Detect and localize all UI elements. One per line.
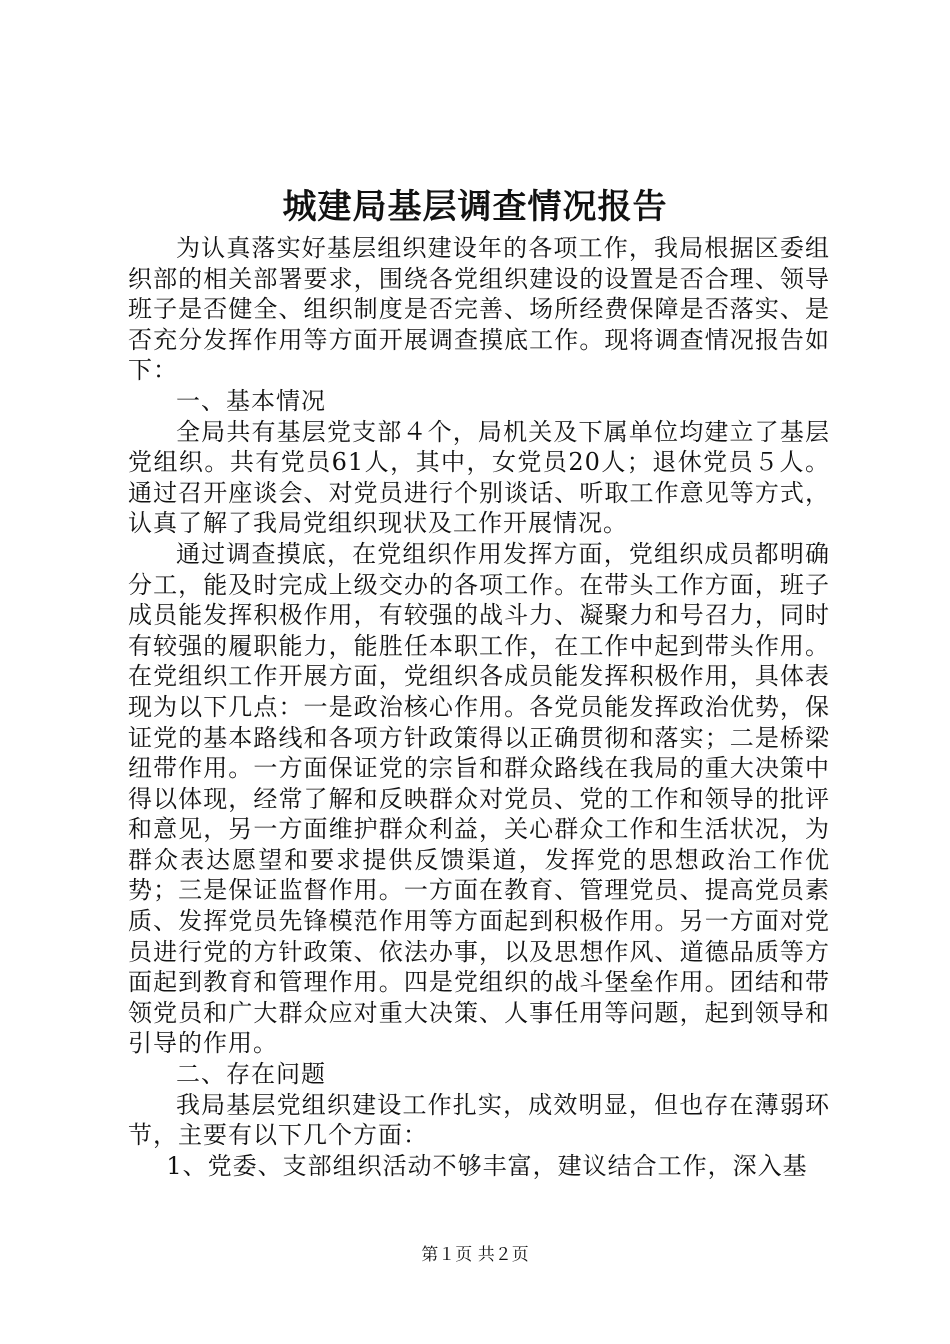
problem-item-1: 1、党委、支部组织活动不够丰富，建议结合工作，深入基 (166, 1151, 808, 1180)
page-footer: 第１页 共２页 (421, 1245, 529, 1265)
section-heading-problems: 二、存在问题 (176, 1060, 326, 1089)
problems-intro-paragraph: 我局基层党组织建设工作扎实，成效明显，但也存在薄弱环节，主要有以下几个方面： (128, 1090, 830, 1150)
document-body (128, 233, 830, 1181)
basic-situation-paragraph: 全局共有基层党支部４个，局机关及下属单位均建立了基层党组织。共有党员61人，其中，女党员20人；退休党员５人。通过召开座谈会、对党员进行个别谈话、听取工作意见等方式，认真了解了我局党组织现状及工作开展情况。 (128, 417, 830, 538)
survey-findings-paragraph: 通过调查摸底，在党组织作用发挥方面，党组织成员都明确分工，能及时完成上级交办的各项工作。在带头工作方面，班子成员能发挥积极作用，有较强的战斗力、凝聚力和号召力，同时有较强的履职能力，能胜任本职工作，在工作中起到带头作用。在党组织工作开展方面，党组织各成员能发挥积极作用，具体表现为以下几点：一是政治核心作用。各党员能发挥政治优势，保证党的基本路线和各项方针政策得以正确贯彻和落实；二是桥梁纽带作用。一方面保证党的宗旨和群众路线在我局的重大决策中得以体现，经常了解和反映群众对党员、党的工作和领导的批评和意见，另一方面维护群众利益，关心群众工作和生活状况，为群众表达愿望和要求提供反馈渠道，发挥党的思想政治工作优势；三是保证监督作用。一方面在教育、管理党员、提高党员素质、发挥党员先锋模范作用等方面起到积极作用。另一方面对党员进行党的方针政策、依法办事，以及思想作风、道德品质等方面起到教育和管理作用。四是党组织的战斗堡垒作用。团结和带领党员和广大群众应对重大决策、人事任用等问题，起到领导和引导的作用。 (128, 539, 830, 1058)
section-heading-basic-situation: 一、基本情况 (176, 386, 326, 415)
document-title: 城建局基层调查情况报告 (282, 187, 668, 227)
intro-paragraph: 为认真落实好基层组织建设年的各项工作，我局根据区委组织部的相关部署要求，围绕各党组织建设的设置是否合理、领导班子是否健全、组织制度是否完善、场所经费保障是否落实、是否充分发挥作用等方面开展调查摸底工作。现将调查情况报告如下： (128, 234, 830, 385)
